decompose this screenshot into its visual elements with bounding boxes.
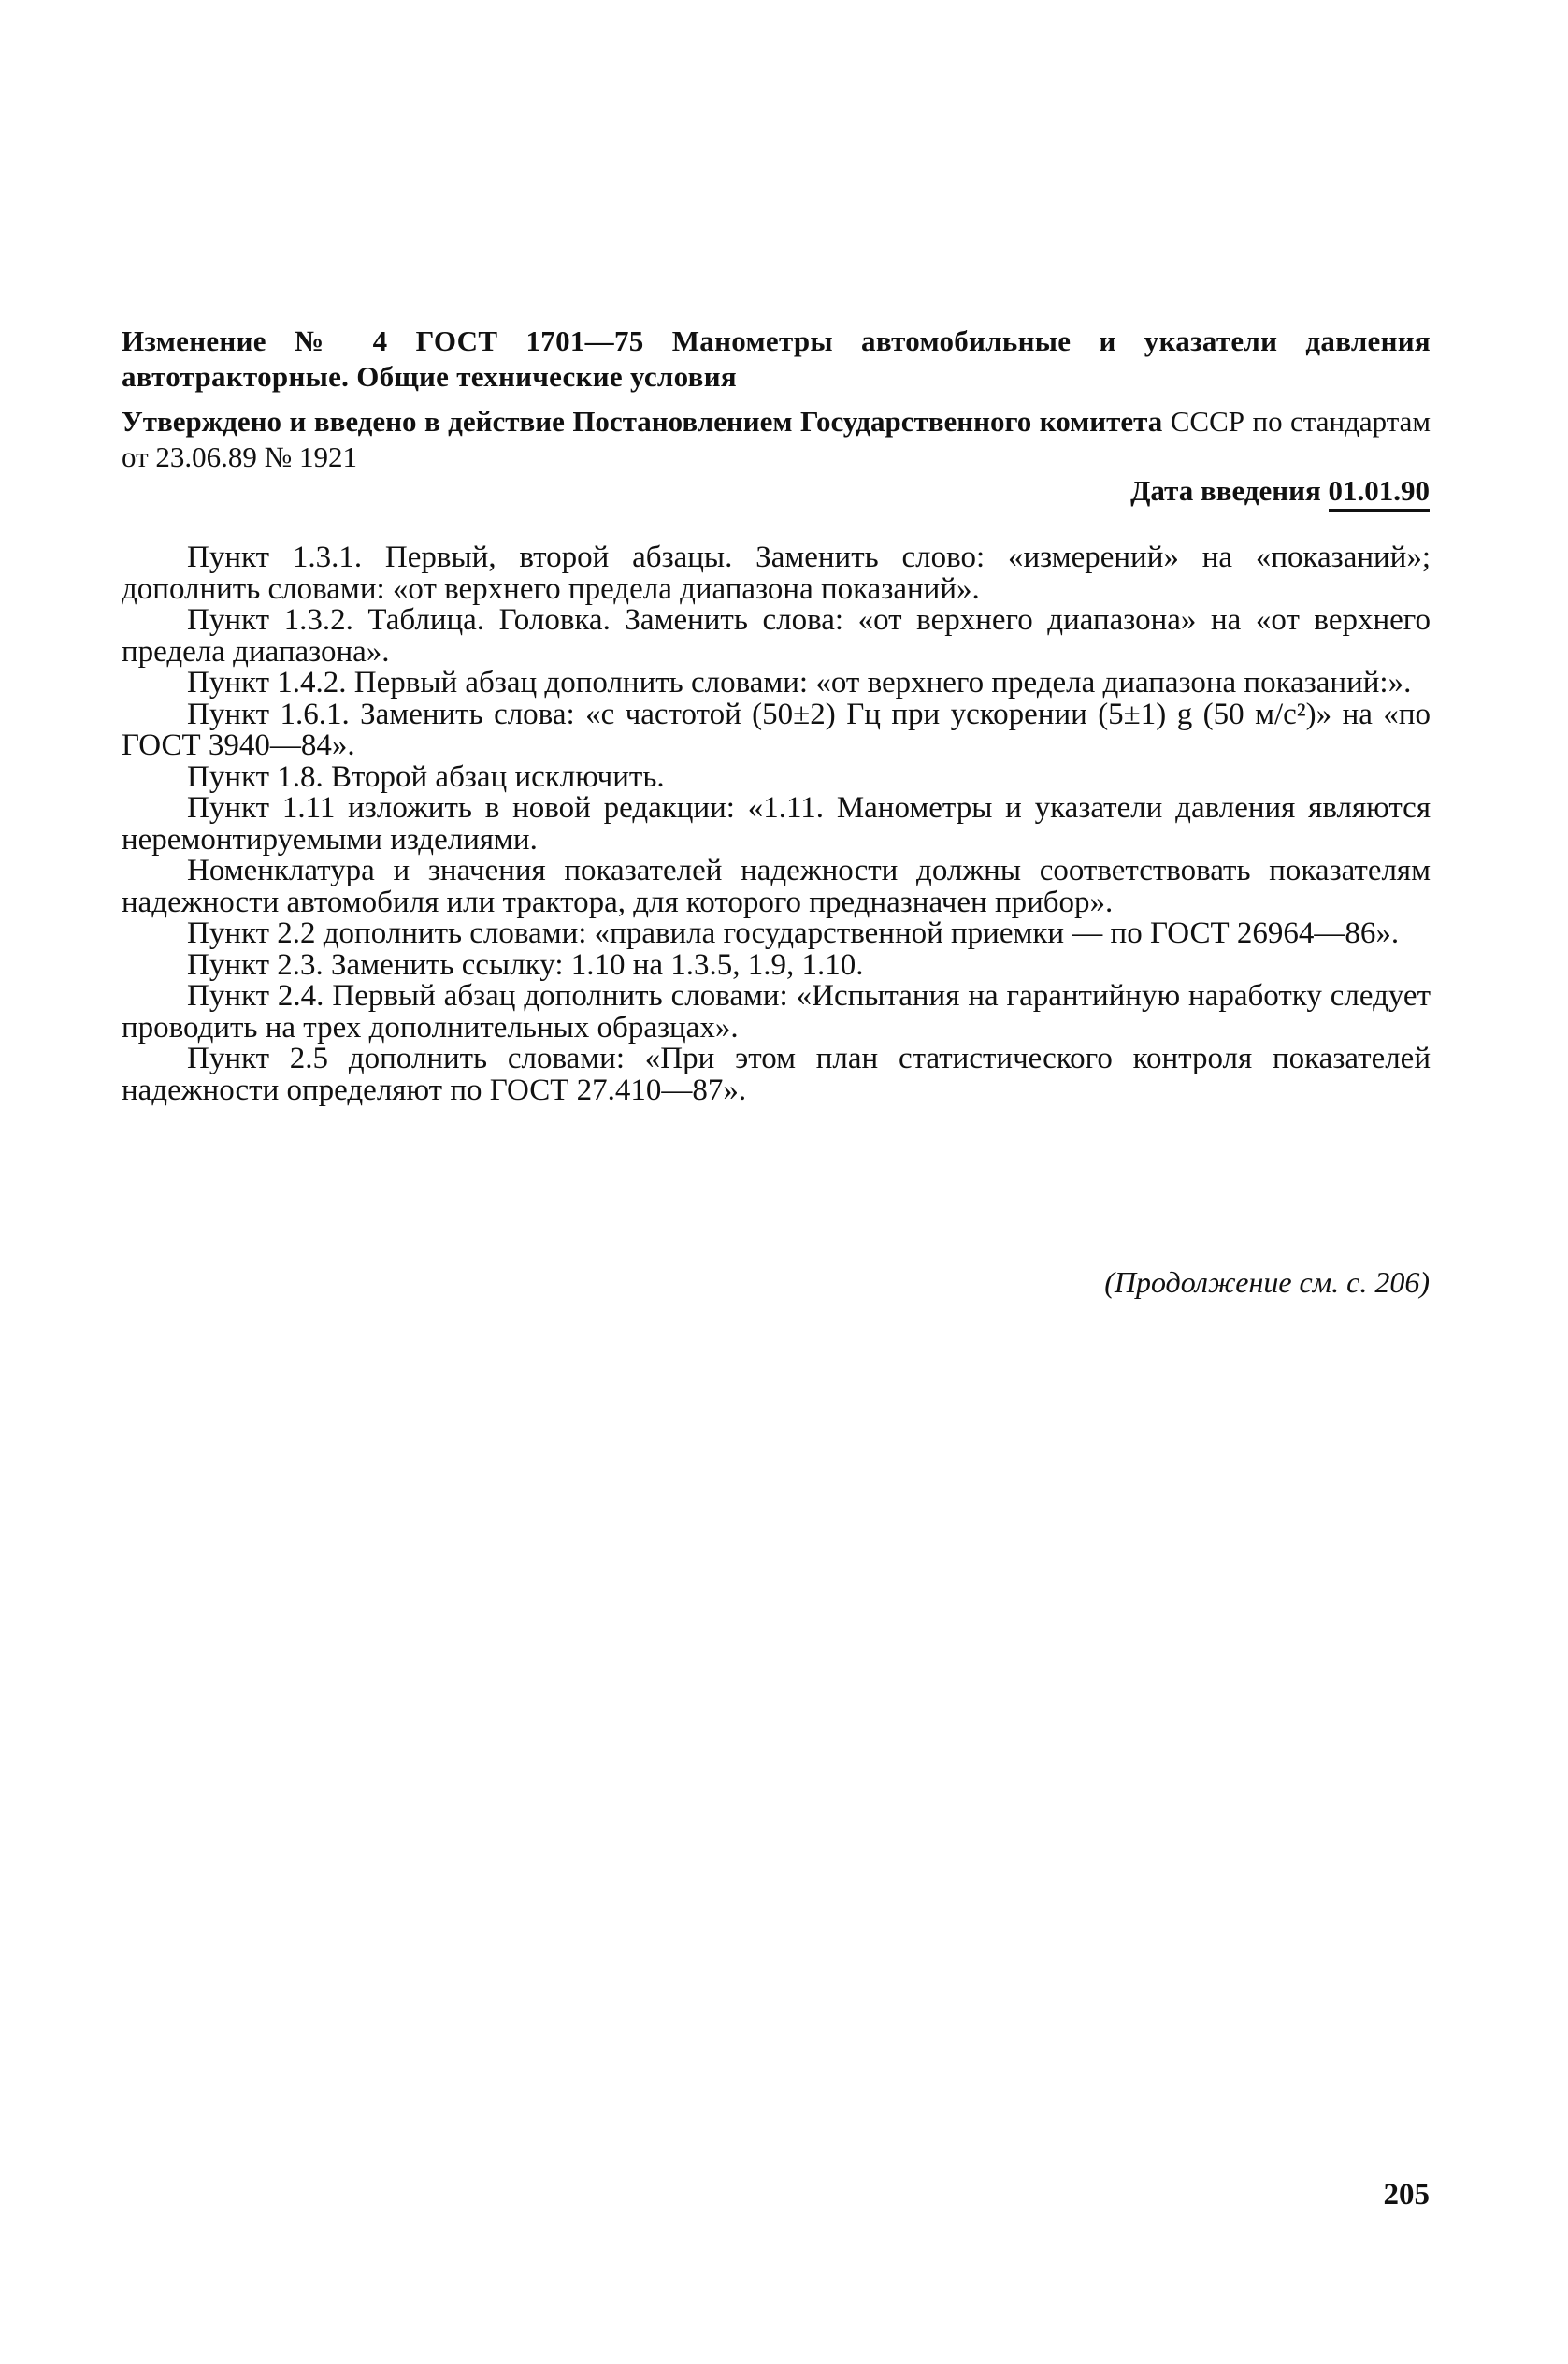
paragraph-1-11-continued: Номенклатура и значения показателей надежности должны соответствовать показателям надежности автомобиля или трактора, для которого предназначен прибор». [122,854,1431,919]
approval-statement [122,404,1431,475]
introduction-date-value: 01.01.90 [1329,474,1431,512]
paragraph-2-5: Пункт 2.5 дополнить словами: «При этом план статистического контроля показателей надежности определяют по ГОСТ 27.410—87». [122,1042,1431,1107]
paragraph-1-3-1: Пункт 1.3.1. Первый, второй абзацы. Заменить слово: «измерений» на «показаний»; дополнить словами: «от верхнего предела диапазона показаний». [122,541,1431,606]
paragraph-1-11: Пункт 1.11 изложить в новой редакции: «1.11. Манометры и указатели давления являются неремонтируемыми изделиями. [122,791,1431,857]
continuation-note: (Продолжение см. с. 206) [1104,1265,1430,1299]
paragraph-1-6-1: Пункт 1.6.1. Заменить слова: «с частотой (50±2) Гц при ускорении (5±1) g (50 м/с²)» на «по ГОСТ 3940—84». [122,697,1431,762]
amendment-body [122,542,1431,1106]
amendment-title: Изменение № 4 ГОСТ 1701—75 Манометры автомобильные и указатели давления автотракторные. Общие технические условия [122,324,1431,393]
paragraph-2-2: Пункт 2.2 дополнить словами: «правила государственной приемки — по ГОСТ 26964—86». [187,916,1400,950]
approval-prefix: Утверждено и введено в действие Постановлением Государственного комитета [122,405,1163,438]
paragraph-1-4-2: Пункт 1.4.2. Первый абзац дополнить словами: «от верхнего предела диапазона показаний:». [187,666,1412,699]
page-number: 205 [1383,2178,1430,2212]
paragraph-1-8: Пункт 1.8. Второй абзац исключить. [187,759,665,794]
approval-suffix: СССР по стандартам от 23.06.89 № 1921 [122,405,1431,473]
paragraph-2-4: Пункт 2.4. Первый абзац дополнить словами: «Испытания на гарантийную наработку следует проводить на трех дополнительных образцах». [122,979,1431,1045]
introduction-date-label: Дата введения [1130,474,1321,507]
paragraph-2-3: Пункт 2.3. Заменить ссылку: 1.10 на 1.3.5, 1.9, 1.10. [187,947,864,982]
introduction-date [1130,473,1430,509]
paragraph-1-3-2: Пункт 1.3.2. Таблица. Головка. Заменить слова: «от верхнего диапазона» на «от верхнего предела диапазона». [122,603,1431,669]
